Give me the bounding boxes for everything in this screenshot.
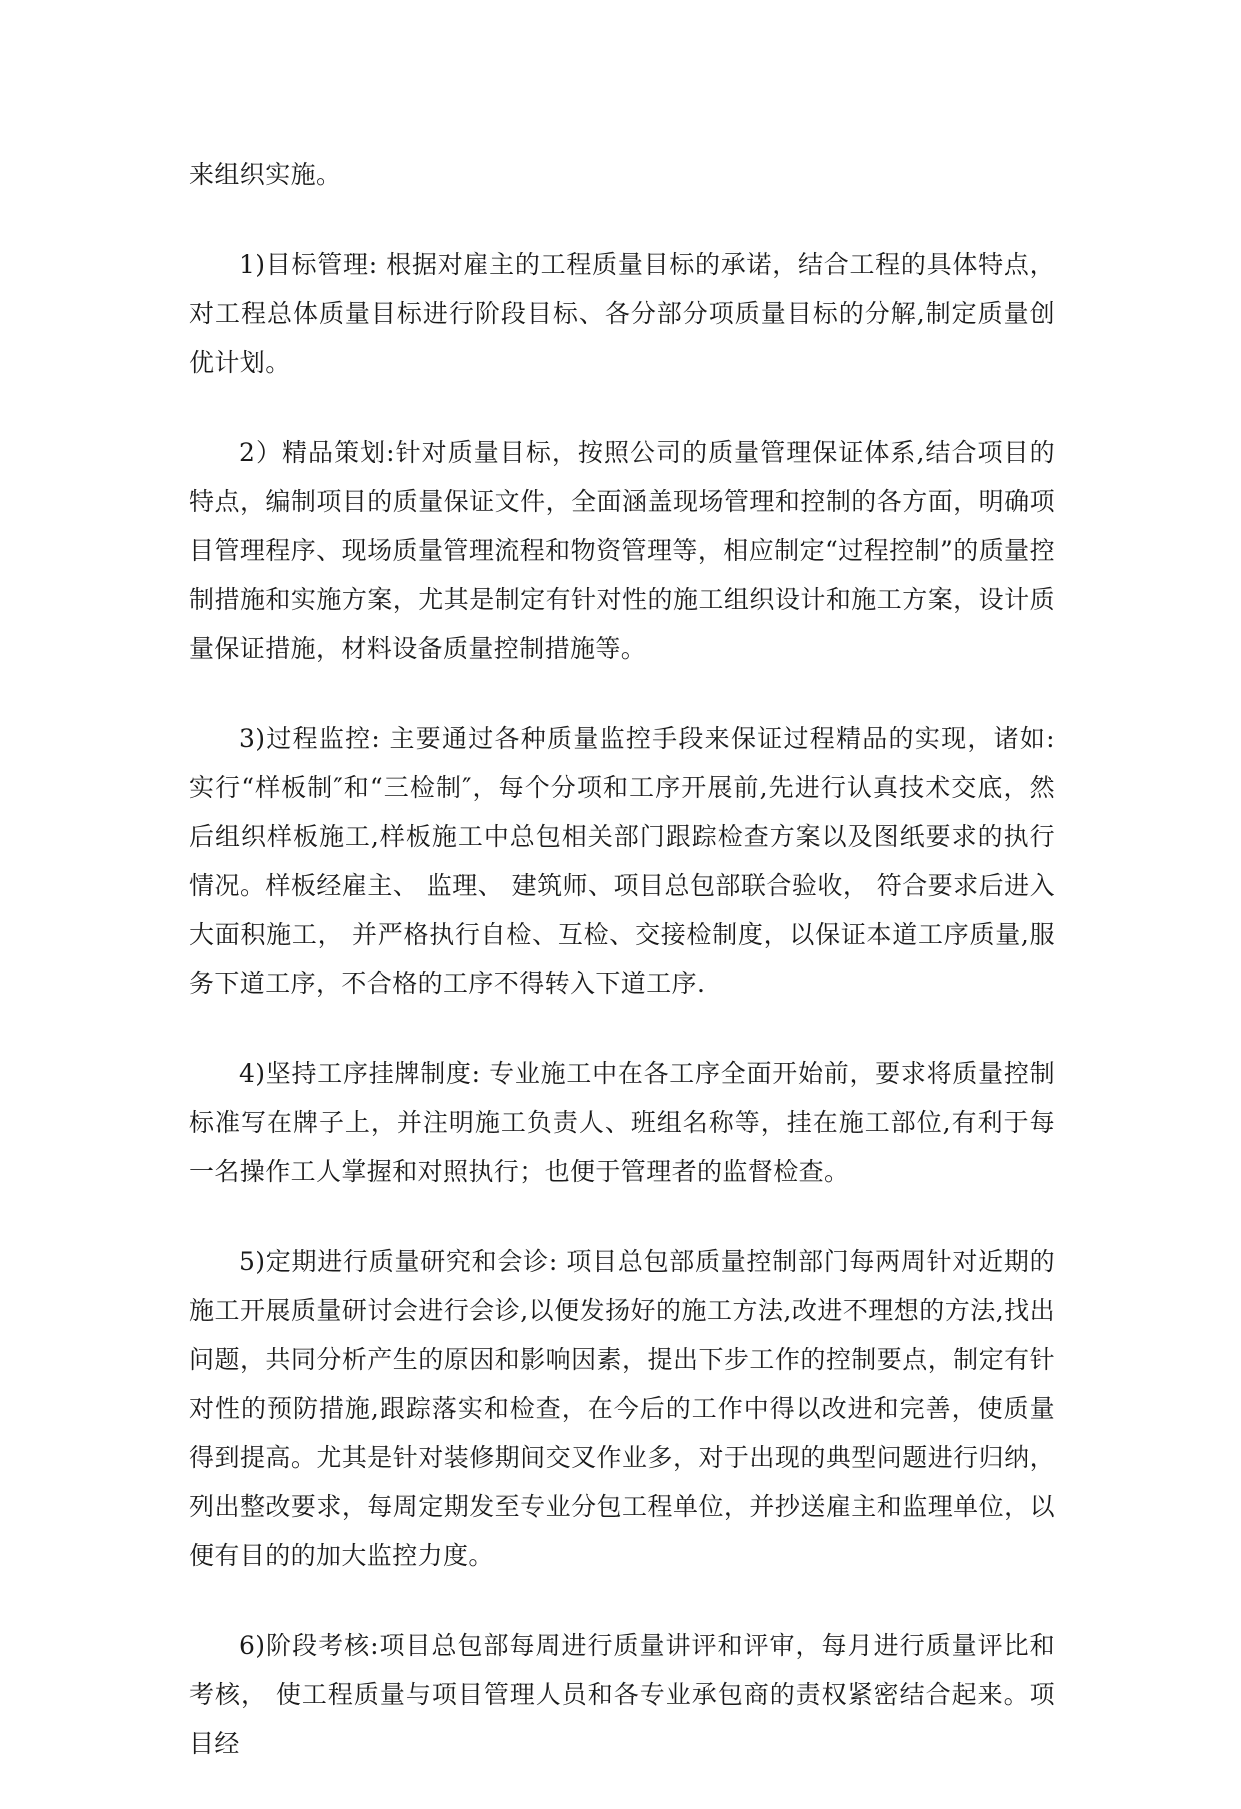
paragraph-quality-planning: 2）精品策划:针对质量目标，按照公司的质量管理保证体系,结合项目的特点，编制项目的质量保证文件，全面涵盖现场管理和控制的各方面，明确项目管理程序、现场质量管理流程和物资管理等，相应制定“过程控制”的质量控制措施和实施方案，尤其是制定有针对性的施工组织设计和施工方案，设计质量保证措施，材料设备质量控制措施等。: [189, 438, 1055, 663]
paragraph-process-tagging: 4)坚持工序挂牌制度: 专业施工中在各工序全面开始前，要求将质量控制标准写在牌子上，并注明施工负责人、班组名称等，挂在施工部位,有利于每一名操作工人掌握和对照执行；也便于管理者的监督检查。: [189, 1059, 1055, 1186]
paragraph-target-management: 1)目标管理: 根据对雇主的工程质量目标的承诺，结合工程的具体特点，对工程总体质量目标进行阶段目标、各分部分项质量目标的分解,制定质量创优计划。: [189, 250, 1055, 377]
paragraph-continuation: 来组织实施。: [189, 160, 342, 189]
document-body: [189, 150, 1055, 1809]
paragraph-process-monitoring: 3)过程监控: 主要通过各种质量监控手段来保证过程精品的实现，诸如: 实行“样板制″和“三检制″，每个分项和工序开展前,先进行认真技术交底，然后组织样板施工,样板施工中总包相关部门跟踪检查方案以及图纸要求的执行情况。样板经雇主、 监理、 建筑师、项目总包部联合验收， 符合要求后进入大面积施工， 并严格执行自检、互检、交接检制度，以保证本道工序质量,服务下道工序，不合格的工序不得转入下道工序.: [189, 724, 1055, 998]
paragraph-stage-assessment: 6)阶段考核:项目总包部每周进行质量讲评和评审，每月进行质量评比和考核， 使工程质量与项目管理人员和各专业承包商的责权紧密结合起来。项目经: [189, 1631, 1055, 1758]
paragraph-quality-review: 5)定期进行质量研究和会诊: 项目总包部质量控制部门每两周针对近期的施工开展质量研讨会进行会诊,以便发扬好的施工方法,改进不理想的方法,找出问题，共同分析产生的原因和影响因素，提出下步工作的控制要点，制定有针对性的预防措施,跟踪落实和检查，在今后的工作中得以改进和完善，使质量得到提高。尤其是针对装修期间交叉作业多，对于出现的典型问题进行归纳，列出整改要求，每周定期发至专业分包工程单位，并抄送雇主和监理单位，以便有目的的加大监控力度。: [189, 1247, 1055, 1570]
